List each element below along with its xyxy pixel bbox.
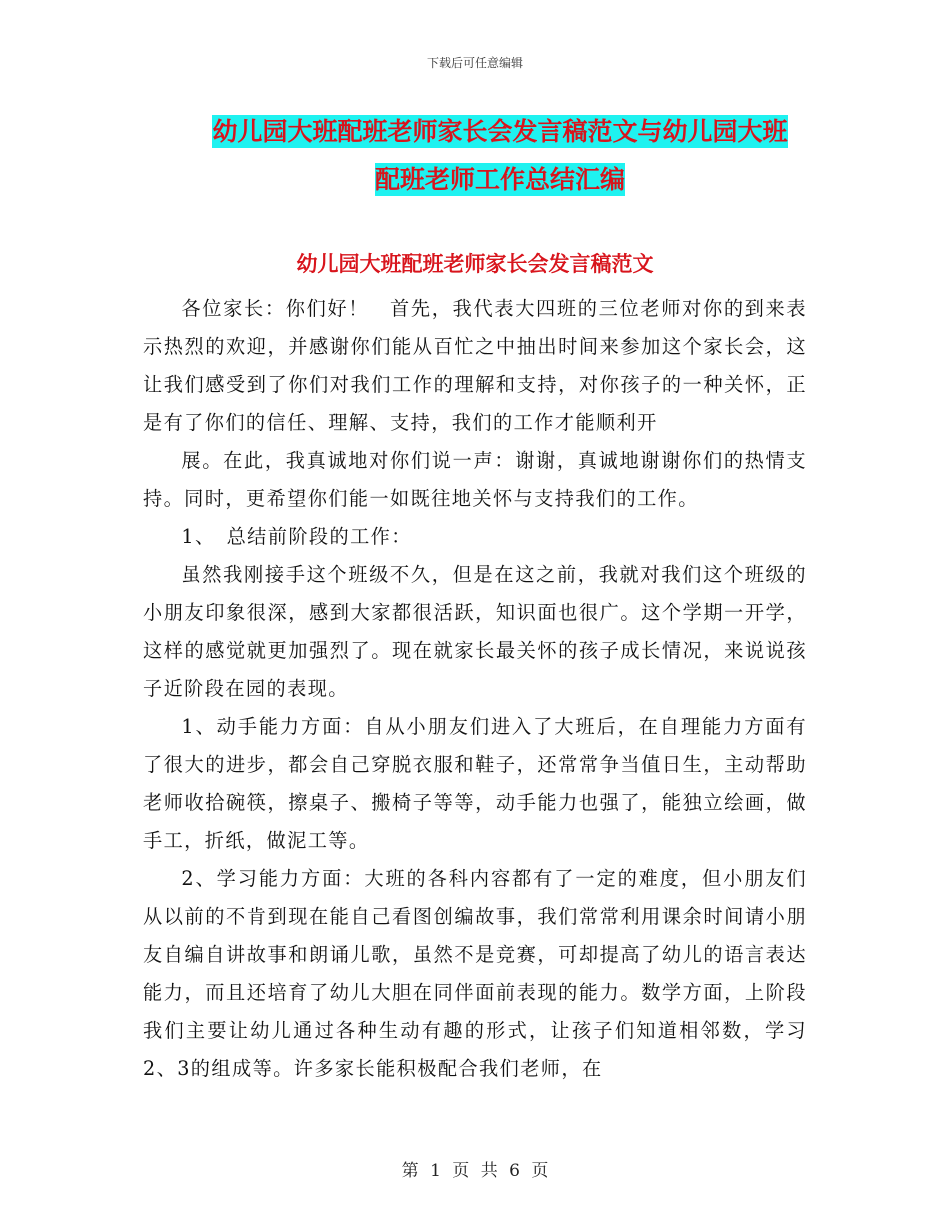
header-note: 下载后可任意编辑 (426, 56, 523, 70)
document-title (140, 108, 860, 204)
body-text (143, 290, 807, 1088)
document-title-line-1: 幼儿园大班配班老师家长会发言稿范文与幼儿园大班 (212, 117, 788, 146)
paragraph: 虽然我刚接手这个班级不久，但是在这之前，我就对我们这个班级的小朋友印象很深，感到大家都很活跃，知识面也很广。这个学期一开学，这样的感觉就更加强烈了。现在就家长最关怀的孩子成长情况，来说说孩子近阶段在园的表现。 (143, 563, 807, 700)
document-title-line-2: 配班老师工作总结汇编 (374, 165, 625, 194)
paragraph: 1、动手能力方面：自从小朋友们进入了大班后，在自理能力方面有了很大的进步，都会自己穿脱衣服和鞋子，还常常争当值日生，主动帮助老师收拾碗筷，擦桌子、搬椅子等等，动手能力也强了，能独立绘画，做手工，折纸，做泥工等。 (143, 715, 807, 852)
section-title: 幼儿园大班配班老师家长会发言稿范文 (296, 251, 654, 276)
page-footer: 第 1 页 共 6 页 (401, 1161, 549, 1181)
paragraph: 展。在此，我真诚地对你们说一声：谢谢，真诚地谢谢你们的热情支持。同时，更希望你们能一如既往地关怀与支持我们的工作。 (143, 449, 807, 510)
paragraph: 1、 总结前阶段的工作： (181, 525, 412, 548)
paragraph: 各位家长：你们好！ 首先，我代表大四班的三位老师对你的到来表示热烈的欢迎，并感谢你们能从百忙之中抽出时间来参加这个家长会，这让我们感受到了你们对我们工作的理解和支持，对你孩子的一种关怀，正是有了你们的信任、理解、支持，我们的工作才能顺利开 (143, 297, 807, 434)
paragraph: 2、学习能力方面：大班的各科内容都有了一定的难度，但小朋友们从以前的不肯到现在能自己看图创编故事，我们常常利用课余时间请小朋友自编自讲故事和朗诵儿歌，虽然不是竞赛，可却提高了幼儿的语言表达能力，而且还培育了幼儿大胆在同伴面前表现的能力。数学方面，上阶段我们主要让幼儿通过各种生动有趣的形式，让孩子们知道相邻数，学习2、3的组成等。许多家长能积极配合我们老师，在 (143, 867, 807, 1080)
